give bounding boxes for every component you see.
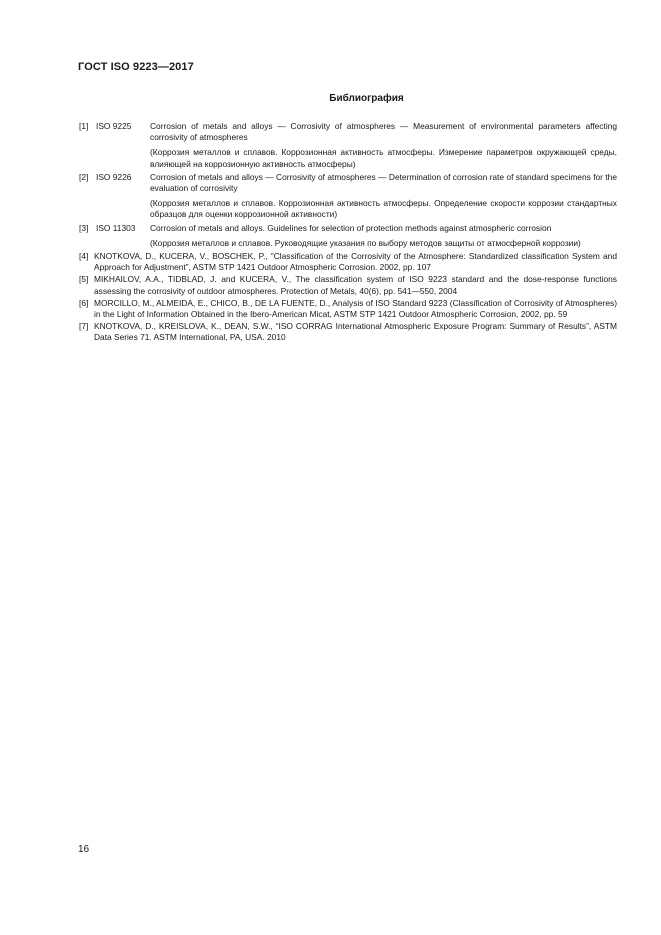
- entry-number: [1]: [79, 121, 89, 131]
- page-number: 16: [78, 844, 90, 855]
- bibliography-entry: [79, 321, 617, 343]
- entry-number: [6]: [79, 297, 89, 308]
- bibliography-list: [79, 121, 617, 345]
- document-code: ГОСТ ISO 9223—2017: [78, 61, 194, 73]
- bibliography-entry: [79, 223, 617, 249]
- russian-title: (Коррозия металлов и сплавов. Коррозионная активность атмосферы. Измерение параметров окружающей среды, влияющей на коррозионную активность атмосферы): [150, 147, 617, 169]
- standard-code: ISO 9226: [96, 171, 132, 182]
- entry-number: [5]: [79, 274, 89, 285]
- entry-number: [2]: [79, 171, 89, 182]
- bibliography-entry: [79, 251, 617, 273]
- bibliography-entry: [79, 274, 617, 296]
- entry-number: [7]: [79, 321, 89, 332]
- english-title: Corrosion of metals and alloys. Guidelines for selection of protection methods against atmospheric corrosion: [150, 222, 552, 233]
- standard-code: ISO 11303: [96, 222, 136, 233]
- reference-text: MORCILLO, M., ALMEIDA, E., CHICO, B., DE LA FUENTE, D., Analysis of ISO Standard 9223 (Classification of Corrosivity of Atmospheres) in the Light of Information Obtained in the Ibero-American Micat, ASTM STP 1421 Outdoor Atmospheric Corrosion, 2002, pp. 59: [94, 297, 617, 320]
- page-title: Библиография: [329, 93, 404, 104]
- bibliography-entry: [79, 298, 617, 320]
- bibliography-entry: [79, 121, 617, 170]
- standard-code: ISO 9225: [96, 121, 132, 131]
- bibliography-entry: [79, 172, 617, 221]
- english-title: Corrosion of metals and alloys — Corrosivity of atmospheres — Measurement of environmental parameters affecting corrosivity of atmospheres: [150, 121, 617, 143]
- reference-text: KNOTKOVA, D., KREISLOVA, K., DEAN, S.W., “ISO CORRAG International Atmospheric Exposure Program: Summary of Results”, ASTM Data Series 71. ASTM International, PA, USA. 2010: [94, 321, 617, 343]
- entry-number: [4]: [79, 251, 89, 262]
- reference-text: MIKHAILOV, A.A., TIDBLAD, J. and KUCERA, V., The classification system of ISO 9223 standard and the dose-response functions assessing the corrosivity of outdoor atmospheres. Protection of Metals, 40(6), pp. 541—550, 2004: [94, 274, 617, 296]
- reference-text: KNOTKOVA, D., KUCERA, V., BOSCHEK, P., “Classification of the Corrosivity of the Atmosphere: Standardized classification System and Approach for Adjustment”, ASTM STP 1421 Outdoor Atmospheric Corrosion. 2002, pp. 107: [94, 251, 617, 273]
- russian-title: (Коррозия металлов и сплавов. Руководящие указания по выбору методов защиты от атмосферной коррозии): [150, 237, 581, 248]
- english-title: Corrosion of metals and alloys — Corrosivity of atmospheres — Determination of corrosion rate of standard specimens for the evaluation of corrosivity: [150, 171, 617, 194]
- entry-number: [3]: [79, 222, 89, 233]
- russian-title: (Коррозия металлов и сплавов. Коррозионная активность атмосферы. Определение скорости коррозии стандартных образцов для оценки коррозионной активности): [150, 198, 617, 220]
